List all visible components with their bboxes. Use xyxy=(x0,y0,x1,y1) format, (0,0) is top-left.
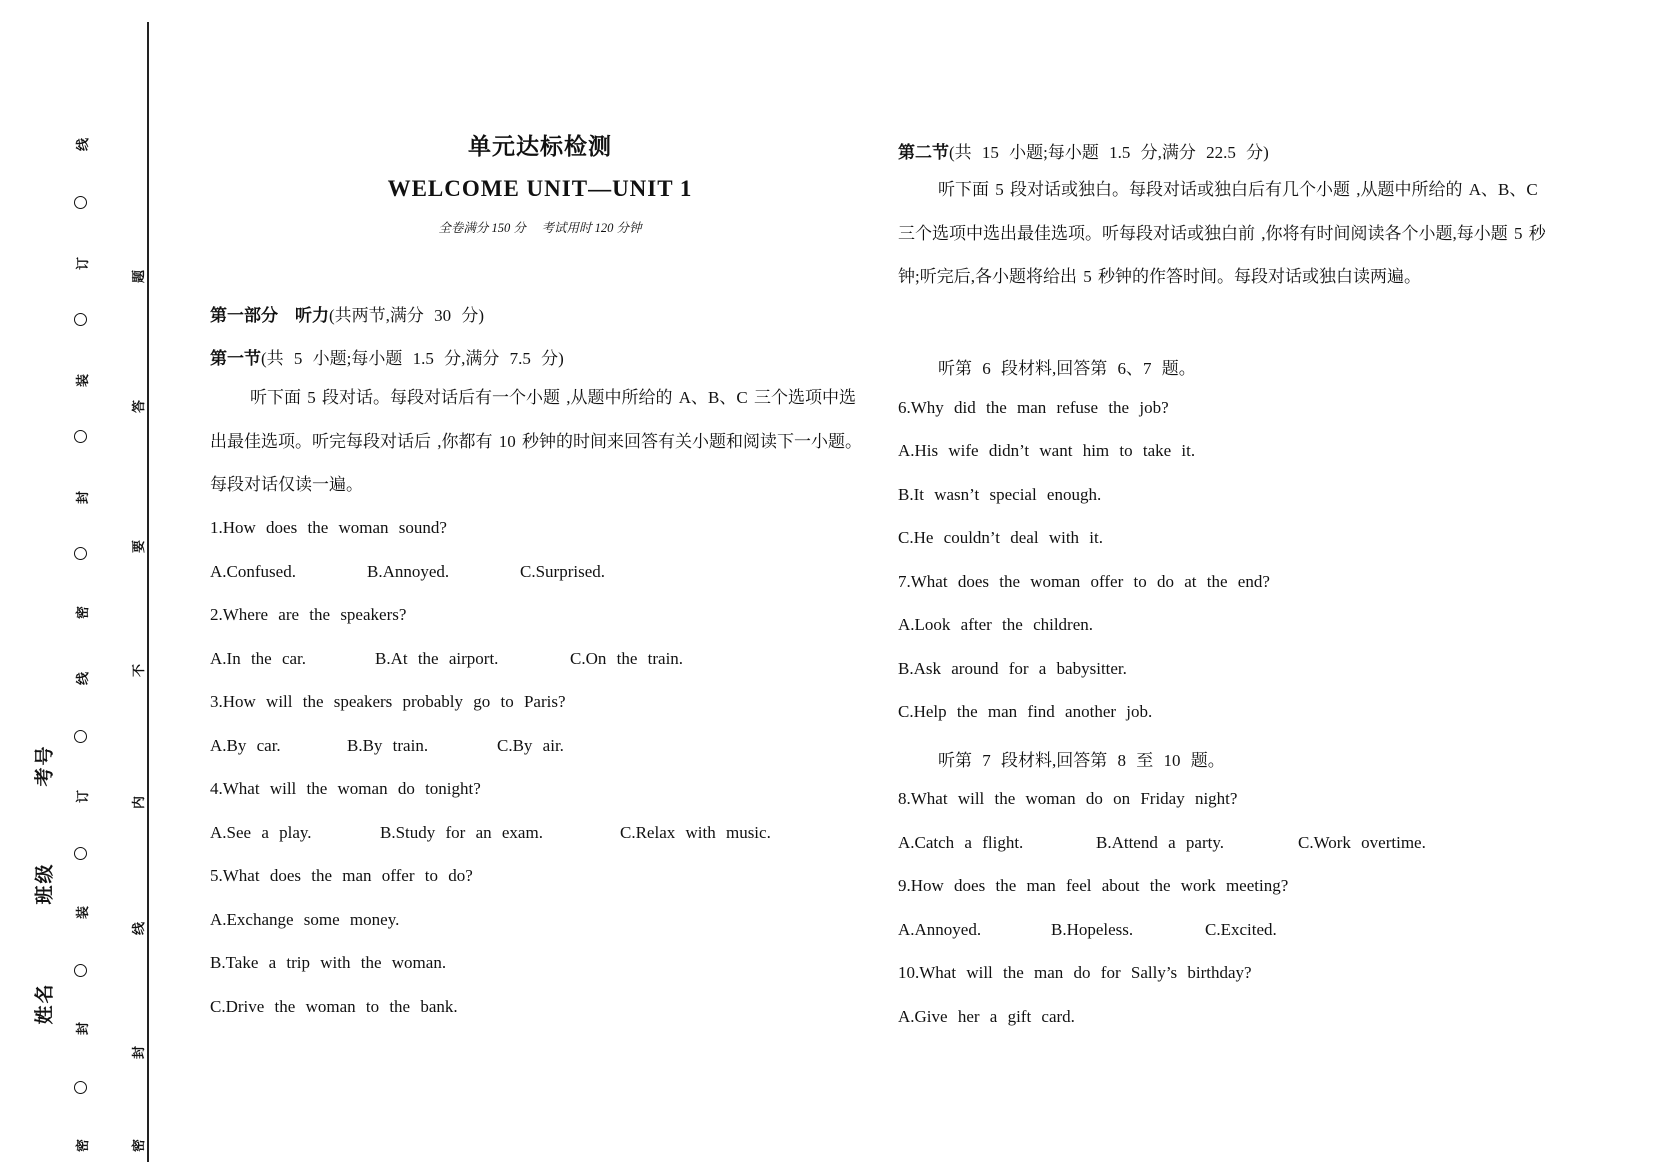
binding-char: 封 xyxy=(75,1021,91,1036)
option-b: B.Hopeless. xyxy=(1051,920,1134,939)
question-7: 7.What does the woman offer to do at the end? xyxy=(898,572,1270,591)
question-5-option-b: B.Take a trip with the woman. xyxy=(210,953,447,972)
section1-heading-bold: 第一节 xyxy=(210,349,261,368)
score-line: 全卷满分 150 分 考试用时 120 分钟 xyxy=(438,221,642,235)
binding-circle xyxy=(74,196,87,209)
binding-char: 订 xyxy=(75,789,91,804)
binding-line xyxy=(147,22,149,1162)
binding-margin xyxy=(0,0,160,1169)
question-4-options xyxy=(210,823,771,843)
page-subtitle: WELCOME UNIT—UNIT 1 xyxy=(387,176,693,201)
binding-char: 题 xyxy=(131,269,147,284)
option-a: A.By car. xyxy=(210,736,281,755)
question-7-option-a: A.Look after the children. xyxy=(898,615,1094,634)
section1-heading-rest: (共 5 小题;每小题 1.5 分,满分 7.5 分) xyxy=(261,349,564,368)
binding-char: 装 xyxy=(75,905,91,920)
option-b: B.Annoyed. xyxy=(367,562,450,581)
part1-heading-bold: 第一部分 听力 xyxy=(210,306,329,325)
question-3: 3.How will the speakers probably go to Paris? xyxy=(210,692,566,711)
part1-heading xyxy=(210,301,484,326)
question-9-options xyxy=(898,920,1277,940)
question-8: 8.What will the woman do on Friday night? xyxy=(898,789,1238,808)
question-8-options xyxy=(898,833,1426,853)
question-7-option-c: C.Help the man find another job. xyxy=(898,702,1153,721)
question-10-option-a: A.Give her a gift card. xyxy=(898,1007,1075,1026)
section2-heading xyxy=(898,138,1269,163)
option-a: A.In the car. xyxy=(210,649,307,668)
section1-instructions: 听下面 5 段对话。每段对话后有一个小题 ,从题中所给的 A、B、C 三个选项中选出最佳选项。听完每段对话后 ,你都有 10 秒钟的时间来回答有关小题和阅读下一小题。每段对话仅读一遍。 xyxy=(210,388,862,494)
question-10: 10.What will the man do for Sally’s birthday? xyxy=(898,963,1252,982)
question-2-options xyxy=(210,649,684,669)
binding-char: 不 xyxy=(131,663,147,678)
binding-char: 要 xyxy=(131,539,147,554)
binding-circle xyxy=(74,1081,87,1094)
option-b: B.Attend a party. xyxy=(1096,833,1224,852)
option-c: C.By air. xyxy=(497,736,564,755)
material-6-note: 听第 6 段材料,回答第 6、7 题。 xyxy=(938,359,1196,378)
binding-circle xyxy=(74,730,87,743)
binding-char: 线 xyxy=(75,137,91,152)
binding-char: 密 xyxy=(75,605,91,620)
question-6-option-a: A.His wife didn’t want him to take it. xyxy=(898,441,1196,460)
field-class: 班级 xyxy=(34,862,56,905)
binding-circle xyxy=(74,430,87,443)
binding-char: 内 xyxy=(131,795,147,810)
option-b: B.Study for an exam. xyxy=(380,823,543,842)
binding-char: 封 xyxy=(131,1045,147,1060)
section1-heading xyxy=(210,344,564,369)
binding-char: 线 xyxy=(75,671,91,686)
question-6-option-c: C.He couldn’t deal with it. xyxy=(898,528,1103,547)
material-7-note: 听第 7 段材料,回答第 8 至 10 题。 xyxy=(938,751,1225,770)
binding-circle xyxy=(74,964,87,977)
binding-char: 密 xyxy=(131,1138,147,1153)
field-exam-number: 考号 xyxy=(34,744,56,787)
binding-char: 答 xyxy=(131,399,147,414)
option-a: A.Annoyed. xyxy=(898,920,982,939)
section2-heading-rest: (共 15 小题;每小题 1.5 分,满分 22.5 分) xyxy=(949,143,1269,162)
option-a: A.See a play. xyxy=(210,823,312,842)
option-b: B.By train. xyxy=(347,736,429,755)
question-7-option-b: B.Ask around for a babysitter. xyxy=(898,659,1127,678)
binding-char: 封 xyxy=(75,490,91,505)
question-5-option-a: A.Exchange some money. xyxy=(210,910,400,929)
question-6-option-b: B.It wasn’t special enough. xyxy=(898,485,1102,504)
binding-char: 装 xyxy=(75,373,91,388)
question-3-options xyxy=(210,736,564,756)
option-c: C.Work overtime. xyxy=(1298,833,1426,852)
field-name: 姓名 xyxy=(34,982,56,1025)
option-c: C.Relax with music. xyxy=(620,823,771,842)
page-title: 单元达标检测 xyxy=(468,134,612,159)
option-c: C.Excited. xyxy=(1205,920,1277,939)
section2-instructions: 听下面 5 段对话或独白。每段对话或独白后有几个小题 ,从题中所给的 A、B、C 三个选项中选出最佳选项。听每段对话或独白前 ,你将有时间阅读各个小题,每小题 5 秒钟;听完后,各小题将给出 5 秒钟的作答时间。每段对话或独白读两遍。 xyxy=(898,180,1546,286)
question-1: 1.How does the woman sound? xyxy=(210,518,447,537)
question-2: 2.Where are the speakers? xyxy=(210,605,407,624)
option-a: A.Confused. xyxy=(210,562,296,581)
option-b: B.At the airport. xyxy=(375,649,499,668)
part1-heading-rest: (共两节,满分 30 分) xyxy=(329,306,485,325)
binding-circle xyxy=(74,847,87,860)
option-c: C.On the train. xyxy=(570,649,684,668)
option-a: A.Catch a flight. xyxy=(898,833,1024,852)
question-9: 9.How does the man feel about the work meeting? xyxy=(898,876,1289,895)
binding-char: 密 xyxy=(75,1138,91,1153)
question-1-options xyxy=(210,562,605,582)
question-5: 5.What does the man offer to do? xyxy=(210,866,473,885)
binding-char: 线 xyxy=(131,921,147,936)
question-4: 4.What will the woman do tonight? xyxy=(210,779,481,798)
option-c: C.Surprised. xyxy=(520,562,605,581)
binding-char: 订 xyxy=(75,256,91,271)
binding-circle xyxy=(74,547,87,560)
question-6: 6.Why did the man refuse the job? xyxy=(898,398,1169,417)
section2-heading-bold: 第二节 xyxy=(898,143,949,162)
question-5-option-c: C.Drive the woman to the bank. xyxy=(210,997,458,1016)
binding-circle xyxy=(74,313,87,326)
